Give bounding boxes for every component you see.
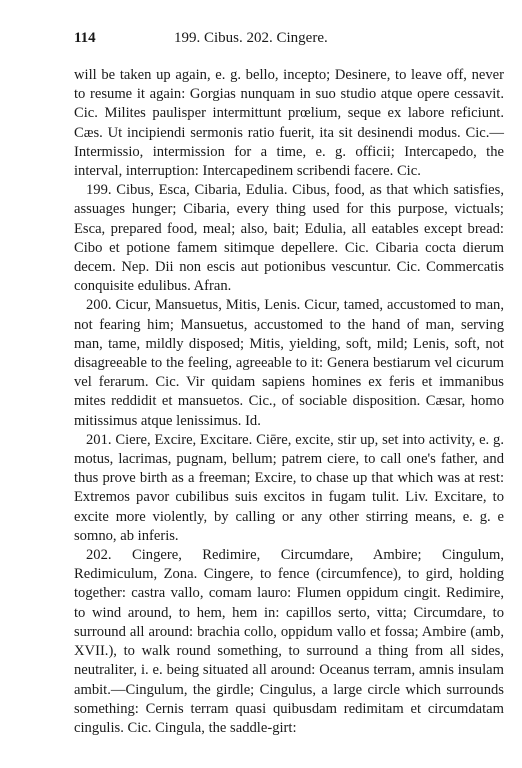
paragraph-199-cibus: 199. Cibus, Esca, Cibaria, Edulia. Cibus, food, as that which satisfies, assuages hunger; Cibaria, every thing used for this purpose, victuals; Esca, prepared food, meal; also, bait; Edulia, all eatables except bread: Cibo et potione famem sitimque depellere. Cic. Cibaria cocta dierum decem. Nep. Dii non escis aut potionibus vescuntur. Cic. Commercatis conquisite edulibus. Afran. — [74, 182, 504, 295]
body-text — [74, 66, 504, 738]
paragraph-201-ciere: 201. Ciere, Excire, Excitare. Ciēre, excite, stir up, set into activity, e. g. motus, lacrimas, pugnam, bellum; patrem ciere, to call one's father, and thus prove birth as a freeman; Excire, to chase up that which was at rest: Extremos pavor cubilibus suis excitos in fugam tulit. Liv. Excitare, to excite more violently, by calling or any other stirring means, e. g. e somno, ab inferis. — [74, 431, 504, 544]
running-head-title: 199. Cibus. 202. Cingere. — [174, 30, 328, 46]
running-head — [74, 30, 498, 52]
paragraph-200-cicur: 200. Cicur, Mansuetus, Mitis, Lenis. Cicur, tamed, accustomed to man, not fearing him; Mansuetus, accustomed to the hand of man, serving man, tame, mildly disposed; Mitis, yielding, soft, mild; Lenis, soft, not disagreeable to the feeling, agreeable to it: Genera bestiarum vel cicurum vel ferarum. Cic. Vir quidam sapiens homines ex feris et immanibus mites reddidit et mansuetos. Cic., of sociable disposition. Cæsar, homo mitissimus atque lenissimus. Id. — [74, 297, 504, 429]
paragraph-202-cingere: 202. Cingere, Redimire, Circumdare, Ambire; Cingulum, Redimiculum, Zona. Cingere, to fence (circumfence), to gird, holding together: castra vallo, comam lauro: Flumen oppidum cingit. Redimire, to wind around, to hem, hem in: capillos serto, vitta; Circumdare, to surround all around: brachia collo, oppidum vallo et fossa; Ambire (amb, XVII.), to walk round something, to surround a thing from all sides, neutraliter, i. e. being situated all around: Oceanus terram, amnis insulam ambit.—Cingulum, the girdle; Cingulus, a large circle which surrounds something: Cernis terram quasi quibusdam redimitam et circumdatam cingulis. Cic. Cingula, the saddle-girt: — [74, 547, 504, 736]
page-number: 114 — [74, 30, 96, 46]
paragraph-continuation: will be taken up again, e. g. bello, incepto; Desinere, to leave off, never to resume it again: Gorgias nunquam in suo studio atque opere cessavit. Cic. Milites paulisper intermittunt prœlium, seque ex labore reficiunt. Cæs. Ut incipiendi sermonis ratio fuerit, ita sit desinendi modus. Cic.—Intermissio, intermission for a time, e. g. officii; Intercapedo, the interval, interruption: Intercapedinem scribendi facere. Cic. — [74, 67, 504, 180]
